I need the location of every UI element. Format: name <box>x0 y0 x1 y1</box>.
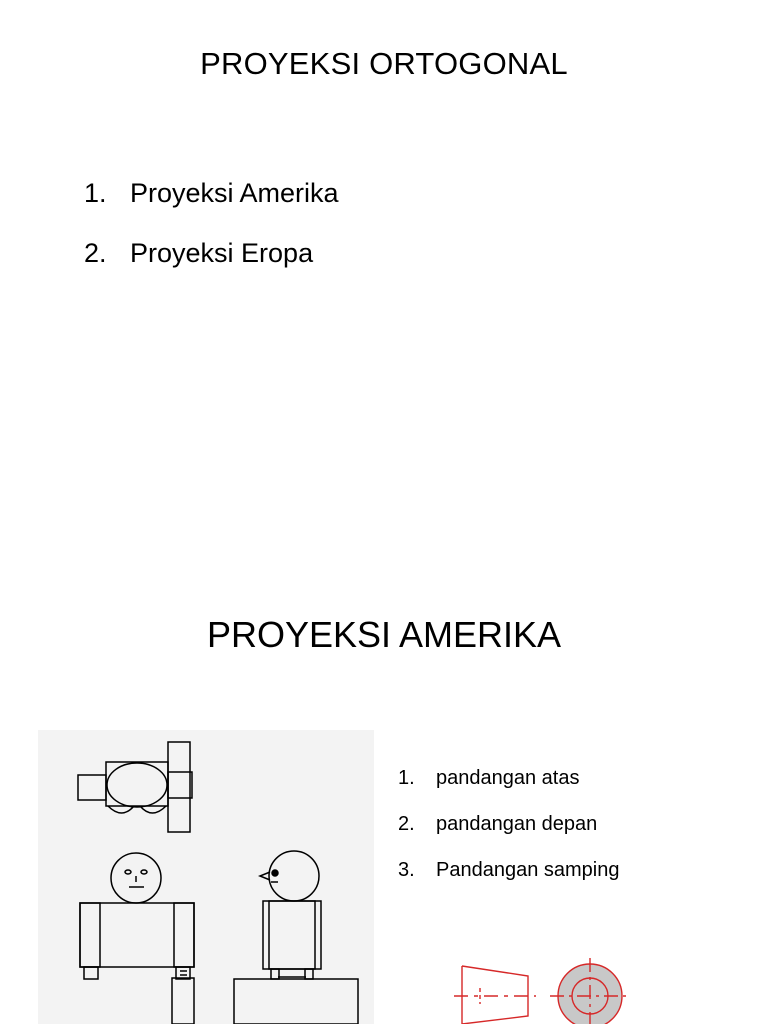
list-item <box>398 811 619 857</box>
list-item-number: 1. <box>84 178 107 208</box>
side-view-drawing <box>234 851 358 1024</box>
list-item <box>398 857 619 903</box>
list-item-label: Proyeksi Eropa <box>130 238 314 268</box>
list-item-number: 2. <box>398 813 415 835</box>
slide-american-projection <box>0 560 768 1024</box>
list-item-number: 3. <box>398 859 415 881</box>
technical-drawing-sample <box>450 958 630 1024</box>
list-item-number: 1. <box>398 767 415 789</box>
list-item-label: Pandangan samping <box>436 859 620 881</box>
view-list <box>398 765 619 903</box>
projection-list <box>84 175 339 295</box>
tapered-part-outline <box>462 966 528 1024</box>
list-item-label: Proyeksi Amerika <box>130 178 339 208</box>
list-item-label: pandangan depan <box>436 813 598 835</box>
list-item <box>398 765 619 811</box>
top-view-drawing <box>78 742 192 832</box>
list-item <box>84 235 339 295</box>
list-item-number: 2. <box>84 238 107 268</box>
front-view-drawing <box>80 853 194 1024</box>
slide-title: PROYEKSI AMERIKA <box>206 614 562 655</box>
list-item-label: pandangan atas <box>436 767 580 789</box>
slide-title: PROYEKSI ORTOGONAL <box>200 46 568 81</box>
list-item <box>84 175 339 235</box>
projection-views-illustration <box>38 730 374 1024</box>
